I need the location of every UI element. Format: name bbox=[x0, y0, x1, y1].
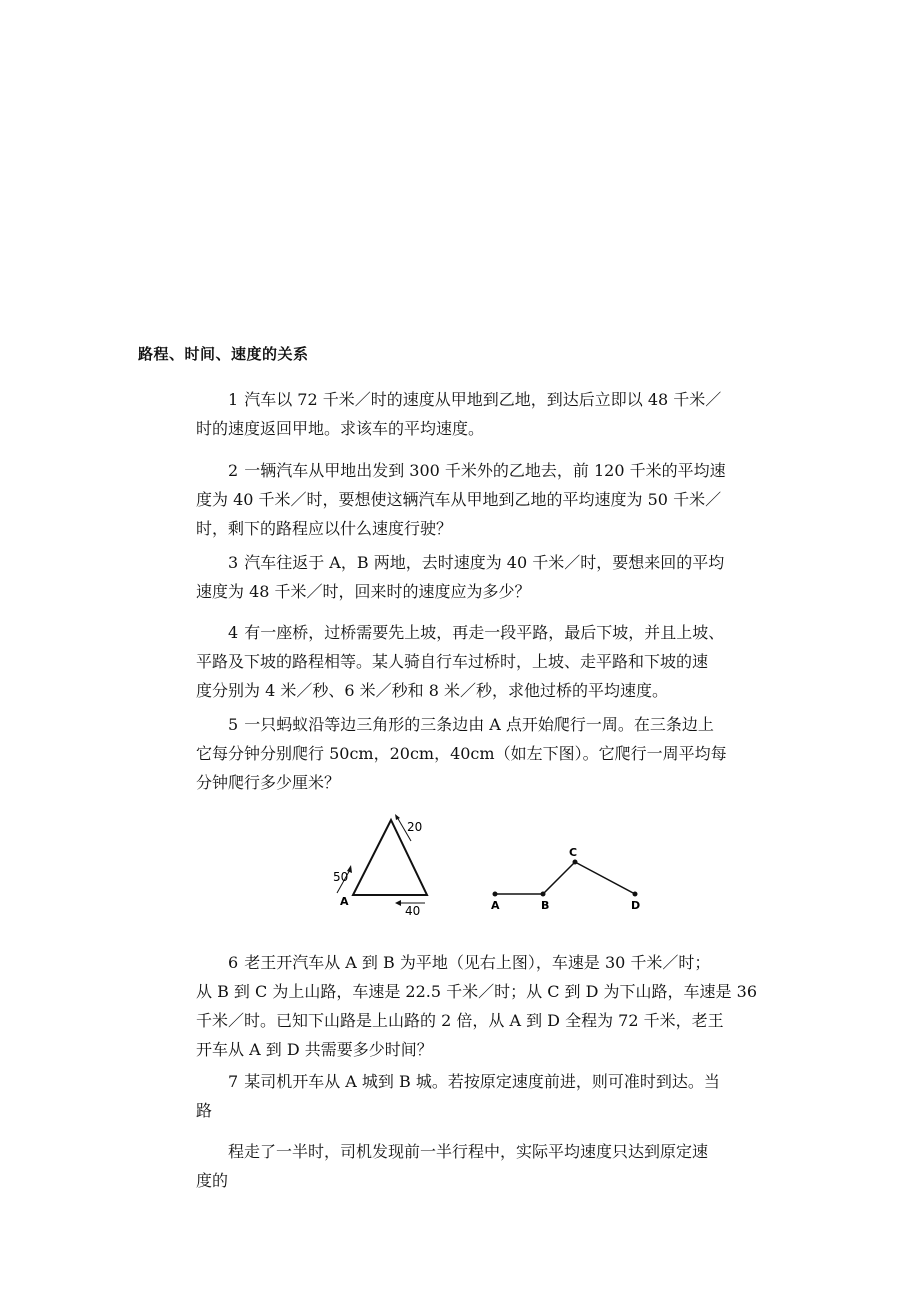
problem-1 bbox=[196, 385, 796, 443]
problem-text: 老王开汽车从 A 到 B 为平地（见右上图），车速是 30 千米／时； 从 B 到 C 为上山路，车速是 22.5 千米／时；从 C 到 D 为下山路，车速是 36 千米／时。已知下山路是上山路的 2 倍，从 A 到 D 全程为 72 千米，老王 开车从 A 到 D 共需要多少时间？ bbox=[196, 953, 758, 1059]
point-d-label: D bbox=[631, 899, 641, 912]
figures-svg bbox=[325, 805, 665, 920]
side-bottom-label: 40 bbox=[405, 904, 421, 918]
point-c bbox=[573, 860, 578, 865]
problem-text: 汽车往返于 A，B 两地，去时速度为 40 千米／时，要想来回的平均 速度为 48 千米／时，回来时的速度应为多少？ bbox=[196, 553, 725, 601]
problem-number: 3 bbox=[228, 553, 239, 572]
path-figure bbox=[491, 846, 640, 912]
problem-text: 程走了一半时，司机发现前一半行程中，实际平均速度只达到原定速 度的 bbox=[196, 1142, 709, 1190]
vertex-a-label: A bbox=[340, 895, 349, 908]
problem-number: 7 bbox=[228, 1072, 239, 1091]
problem-number: 2 bbox=[228, 461, 239, 480]
problem-2 bbox=[196, 456, 796, 543]
problem-7-continued bbox=[196, 1137, 796, 1195]
arrow-bottom-head bbox=[395, 900, 401, 906]
problem-number: 6 bbox=[228, 953, 239, 972]
point-a bbox=[493, 892, 498, 897]
point-b bbox=[541, 892, 546, 897]
figures bbox=[325, 805, 665, 924]
arrow-right-head bbox=[395, 814, 400, 820]
problem-7 bbox=[196, 1067, 796, 1125]
problem-text: 一只蚂蚁沿等边三角形的三条边由 A 点开始爬行一周。在三条边上 它每分钟分别爬行 50cm，20cm，40cm（如左下图）。它爬行一周平均每 分钟爬行多少厘米？ bbox=[196, 715, 727, 792]
problem-text: 某司机开车从 A 城到 B 城。若按原定速度前进，则可准时到达。当 路 bbox=[196, 1072, 720, 1120]
point-c-label: C bbox=[569, 846, 578, 859]
problem-number: 4 bbox=[228, 623, 239, 642]
problem-4 bbox=[196, 618, 796, 705]
point-a-label: A bbox=[491, 899, 500, 912]
problem-number: 1 bbox=[228, 390, 239, 409]
point-d bbox=[633, 892, 638, 897]
side-left-label: 50 bbox=[333, 870, 349, 884]
problem-3 bbox=[196, 548, 796, 606]
problem-number: 5 bbox=[228, 715, 239, 734]
problem-6 bbox=[196, 948, 796, 1064]
side-right-label: 20 bbox=[407, 820, 423, 834]
page-title: 路程、时间、速度的关系 bbox=[138, 345, 309, 363]
problem-text: 汽车以 72 千米／时的速度从甲地到乙地，到达后立即以 48 千米／ 时的速度返回甲地。求该车的平均速度。 bbox=[196, 390, 722, 438]
problem-text: 一辆汽车从甲地出发到 300 千米外的乙地去，前 120 千米的平均速 度为 40 千米／时，要想使这辆汽车从甲地到乙地的平均速度为 50 千米／ 时，剩下的路程应以什么速度行驶？ bbox=[196, 461, 726, 538]
triangle-figure bbox=[333, 814, 427, 918]
problem-text: 有一座桥，过桥需要先上坡，再走一段平路，最后下坡，并且上坡、 平路及下坡的路程相等。某人骑自行车过桥时，上坡、走平路和下坡的速 度分别为 4 米／秒、6 米／秒和 8 米／秒，求他过桥的平均速度。 bbox=[196, 623, 725, 700]
path-line bbox=[495, 862, 635, 894]
point-b-label: B bbox=[541, 899, 550, 912]
problem-5 bbox=[196, 710, 796, 797]
